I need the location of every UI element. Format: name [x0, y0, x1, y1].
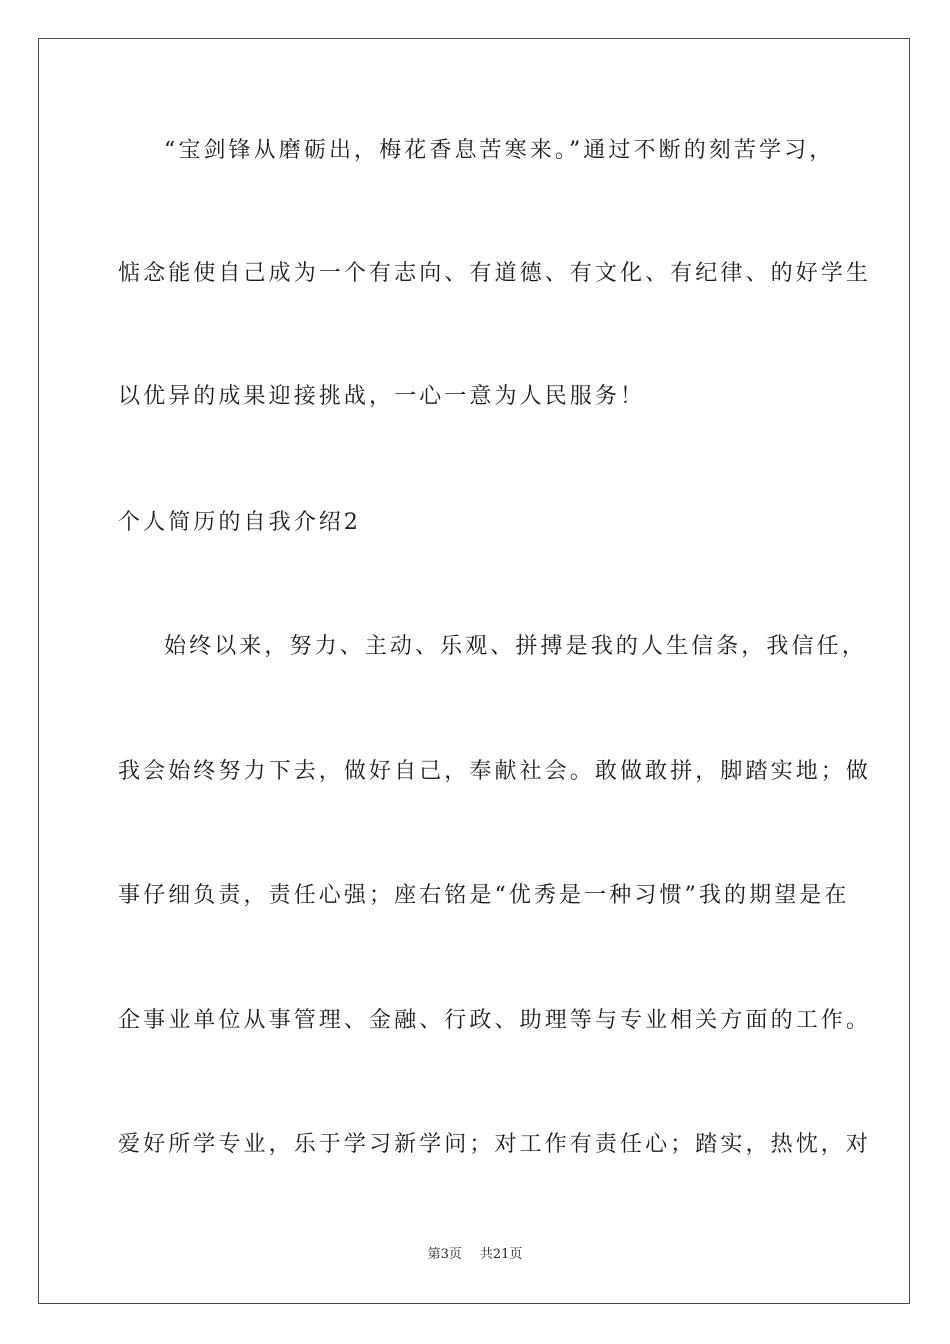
paragraph-line: 我会始终努力下去，做好自己，奉献社会。敢做敢拼，脚踏实地；做: [118, 759, 872, 784]
section-heading: 个人简历的自我介绍2: [118, 510, 361, 535]
paragraph-line: 始终以来，努力、主动、乐观、拼搏是我的人生信条，我信任，: [164, 634, 867, 659]
page-total: 共21页: [479, 1247, 523, 1262]
paragraph-line: 爱好所学专业，乐于学习新学问；对工作有责任心；踏实，热忱，对: [118, 1132, 872, 1157]
page-number: 第3页: [427, 1247, 462, 1262]
paragraph-line: 事仔细负责，责任心强；座右铭是“优秀是一种习惯”我的期望是在: [118, 883, 850, 908]
paragraph-line: 企事业单位从事管理、金融、行政、助理等与专业相关方面的工作。: [118, 1008, 872, 1033]
paragraph-line: 惦念能使自己成为一个有志向、有道德、有文化、有纪律、的好学生: [118, 261, 872, 286]
page-frame: [38, 38, 910, 1304]
paragraph-line: “宝剑锋从磨砺出，梅花香息苦寒来。”通过不断的刻苦学习，: [164, 138, 835, 163]
page-footer: [0, 1246, 950, 1264]
paragraph-line: 以优异的成果迎接挑战，一心一意为人民服务！: [118, 384, 646, 409]
